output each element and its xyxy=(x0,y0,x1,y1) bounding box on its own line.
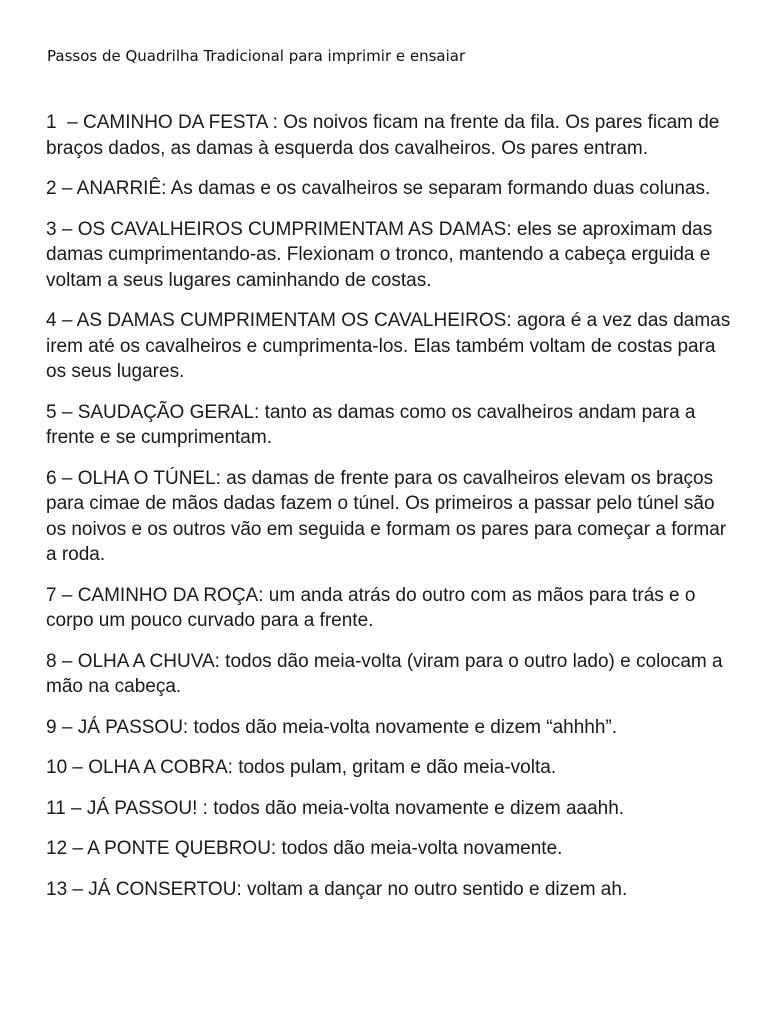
step-2 xyxy=(46,176,736,202)
step-name: CAMINHO DA FESTA : xyxy=(82,112,278,133)
step-number: 5 xyxy=(46,401,57,423)
step-number: 6 xyxy=(46,467,57,489)
step-12 xyxy=(46,836,736,862)
step-number: 10 xyxy=(46,757,68,778)
step-6 xyxy=(46,466,736,568)
step-description: tanto as damas como os cavalheiros andam para a frente e se cumprimentam. xyxy=(46,401,696,448)
step-8 xyxy=(46,649,736,700)
step-13 xyxy=(46,877,736,903)
step-separator: – xyxy=(56,467,78,489)
step-name: OLHA A CHUVA: xyxy=(77,650,220,672)
step-5 xyxy=(46,400,736,451)
step-separator: – xyxy=(56,650,78,672)
step-description: todos dão meia-volta novamente e dizem “ahhhh”. xyxy=(188,716,618,738)
step-separator: – xyxy=(67,838,88,859)
step-10 xyxy=(46,755,736,781)
step-separator: – xyxy=(56,218,78,240)
step-description: todos dão meia-volta (viram para o outro lado) e colocam a mão na cabeça. xyxy=(46,650,723,697)
step-name: JÁ PASSOU: xyxy=(77,716,189,738)
step-number: 3 xyxy=(46,218,57,240)
step-9 xyxy=(46,715,736,741)
step-description: As damas e os cavalheiros se separam formando duas colunas. xyxy=(166,178,711,199)
step-description: todos dão meia-volta novamente. xyxy=(276,838,563,859)
step-number: 13 xyxy=(46,878,68,900)
step-separator: – xyxy=(65,797,87,819)
steps-list xyxy=(46,110,736,917)
step-separator: – xyxy=(56,716,78,738)
step-number: 4 xyxy=(46,310,57,331)
step-description: eles se aproximam das damas cumprimentando-as. Flexionam o tronco, mantendo a cabeça erguida e voltam a seus lugares caminhando de costas. xyxy=(46,218,713,291)
step-1 xyxy=(46,110,736,161)
step-3 xyxy=(46,217,736,294)
step-11 xyxy=(46,796,736,822)
step-name: CAMINHO DA ROÇA: xyxy=(77,584,264,606)
step-name: OLHA A COBRA: xyxy=(88,757,233,778)
step-name: A PONTE QUEBROU: xyxy=(87,838,277,859)
step-number: 8 xyxy=(46,650,57,672)
step-description: todos dão meia-volta novamente e dizem aaahh. xyxy=(207,797,625,819)
step-number: 7 xyxy=(46,584,57,606)
step-name: JÁ CONSERTOU: xyxy=(88,878,242,900)
step-number: 2 xyxy=(46,178,57,199)
step-separator: – xyxy=(67,878,89,900)
step-description: voltam a dançar no outro sentido e dizem ah. xyxy=(241,878,628,900)
step-number: 12 xyxy=(46,838,68,859)
step-separator: – xyxy=(56,310,77,331)
step-description: um anda atrás do outro com as mãos para trás e o corpo um pouco curvado para a frente. xyxy=(46,584,696,631)
step-7 xyxy=(46,583,736,634)
document-title: Passos de Quadrilha Tradicional para imprimir e ensaiar xyxy=(47,47,466,65)
step-number: 9 xyxy=(46,716,57,738)
step-name: ANARRIÊ: xyxy=(76,178,167,199)
step-description: Os noivos ficam na frente da fila. Os pares ficam de braços dados, as damas à esquerda dos cavalheiros. Os pares entram. xyxy=(46,112,720,159)
step-number: 1 xyxy=(46,112,57,133)
step-description: todos pulam, gritam e dão meia-volta. xyxy=(232,757,557,778)
step-separator: – xyxy=(56,584,78,606)
step-name: SAUDAÇÃO GERAL: xyxy=(77,401,260,423)
step-separator: – xyxy=(56,401,78,423)
step-separator: – xyxy=(56,178,77,199)
step-number: 11 xyxy=(46,797,66,819)
step-name: OS CAVALHEIROS CUMPRIMENTAM AS DAMAS: xyxy=(77,218,512,240)
step-description: agora é a vez das damas irem até os cavalheiros e cumprimenta-los. Elas também voltam de costas para os seus lugares. xyxy=(46,310,731,382)
step-name: AS DAMAS CUMPRIMENTAM OS CAVALHEIROS: xyxy=(76,310,512,331)
step-separator: – xyxy=(56,112,83,133)
step-4 xyxy=(46,308,736,385)
step-name: JÁ PASSOU! : xyxy=(86,797,208,819)
step-description: as damas de frente para os cavalheiros elevam os braços para cimae de mãos dadas fazem o túnel. Os primeiros a passar pelo túnel são os noivos e os outros vão em seguida e formam os pares para começar a formar a roda. xyxy=(46,467,727,565)
step-separator: – xyxy=(67,757,89,778)
step-name: OLHA O TÚNEL: xyxy=(77,467,221,489)
